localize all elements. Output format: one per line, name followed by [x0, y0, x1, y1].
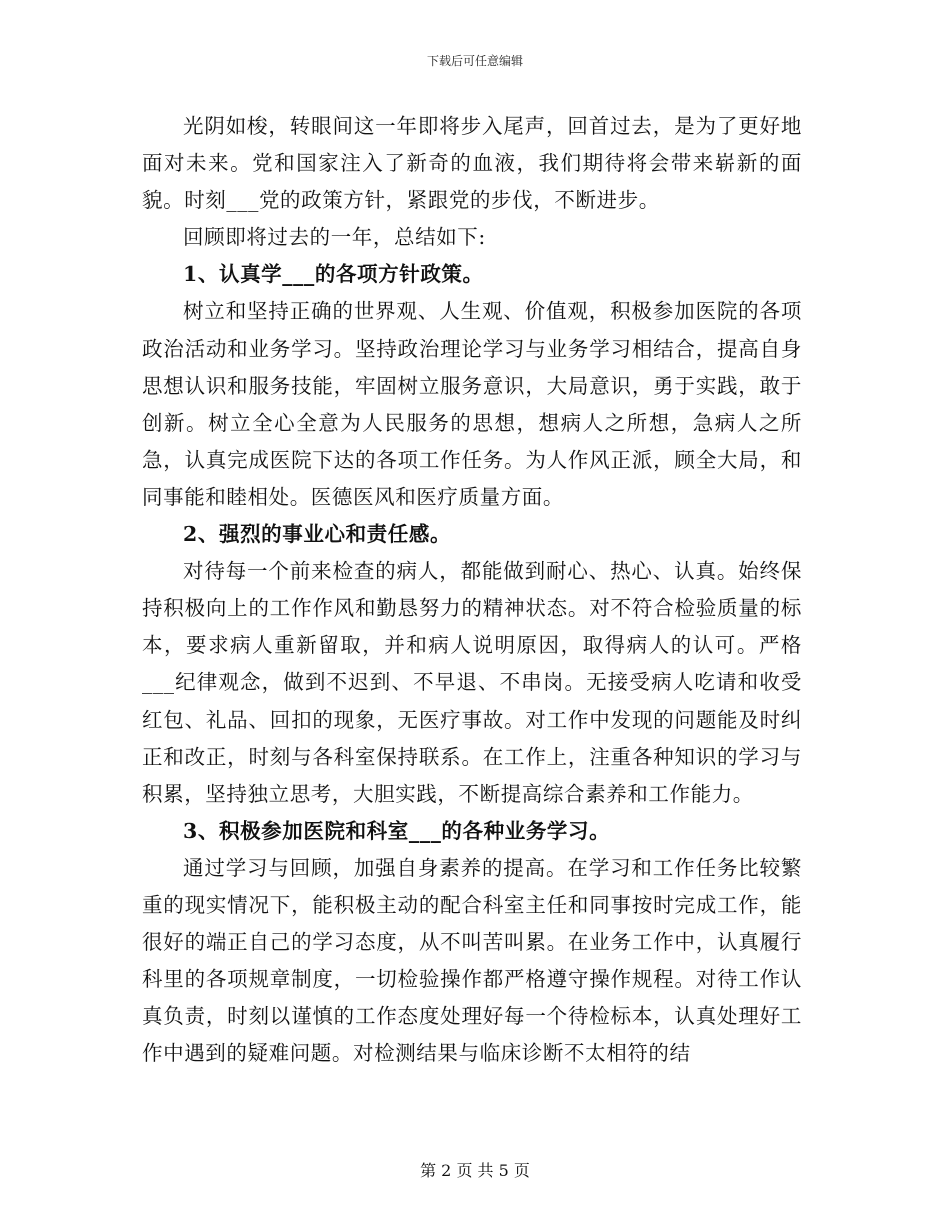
- document-body: [142, 108, 802, 1072]
- section-heading-3: 3、积极参加医院和科室___的各种业务学习。: [183, 818, 611, 843]
- section-heading-2: 2、强烈的事业心和责任感。: [183, 522, 452, 547]
- section-3-paragraph: 通过学习与回顾，加强自身素养的提高。在学习和工作任务比较繁重的现实情况下，能积极主动的配合科室主任和同事按时完成工作，能很好的端正自己的学习态度，从不叫苦叫累。在业务工作中，认真履行科里的各项规章制度，一切检验操作都严格遵守操作规程。对待工作认真负责，时刻以谨慎的工作态度处理好每一个待检标本，认真处理好工作中遇到的疑难问题。对检测结果与临床诊断不太相符的结: [142, 855, 802, 1066]
- page-header: 下载后可任意编辑: [426, 54, 523, 68]
- summary-intro-paragraph: 回顾即将过去的一年，总结如下:: [183, 225, 486, 250]
- section-2-paragraph: 对待每一个前来检查的病人，都能做到耐心、热心、认真。始终保持积极向上的工作作风和勤恳努力的精神状态。对不符合检验质量的标本，要求病人重新留取，并和病人说明原因，取得病人的认可。严格___纪律观念，做到不迟到、不早退、不串岗。无接受病人吃请和收受红包、礼品、回扣的现象，无医疗事故。对工作中发现的问题能及时纠正和改正，时刻与各科室保持联系。在工作上，注重各种知识的学习与积累，坚持独立思考，大胆实践，不断提高综合素养和工作能力。: [142, 559, 802, 806]
- intro-paragraph: 光阴如梭，转眼间这一年即将步入尾声，回首过去，是为了更好地面对未来。党和国家注入了新奇的血液，我们期待将会带来崭新的面貌。时刻___党的政策方针，紧跟党的步伐，不断进步。: [142, 114, 802, 213]
- section-heading-1: 1、认真学___的各项方针政策。: [183, 262, 484, 287]
- page-number-footer: 第 2 页 共 5 页: [420, 1161, 530, 1180]
- section-1-paragraph: 树立和坚持正确的世界观、人生观、价值观，积极参加医院的各项政治活动和业务学习。坚持政治理论学习与业务学习相结合，提高自身思想认识和服务技能，牢固树立服务意识，大局意识，勇于实践，敢于创新。树立全心全意为人民服务的思想，想病人之所想，急病人之所急，认真完成医院下达的各项工作任务。为人作风正派，顾全大局，和同事能和睦相处。医德医风和医疗质量方面。: [142, 299, 802, 509]
